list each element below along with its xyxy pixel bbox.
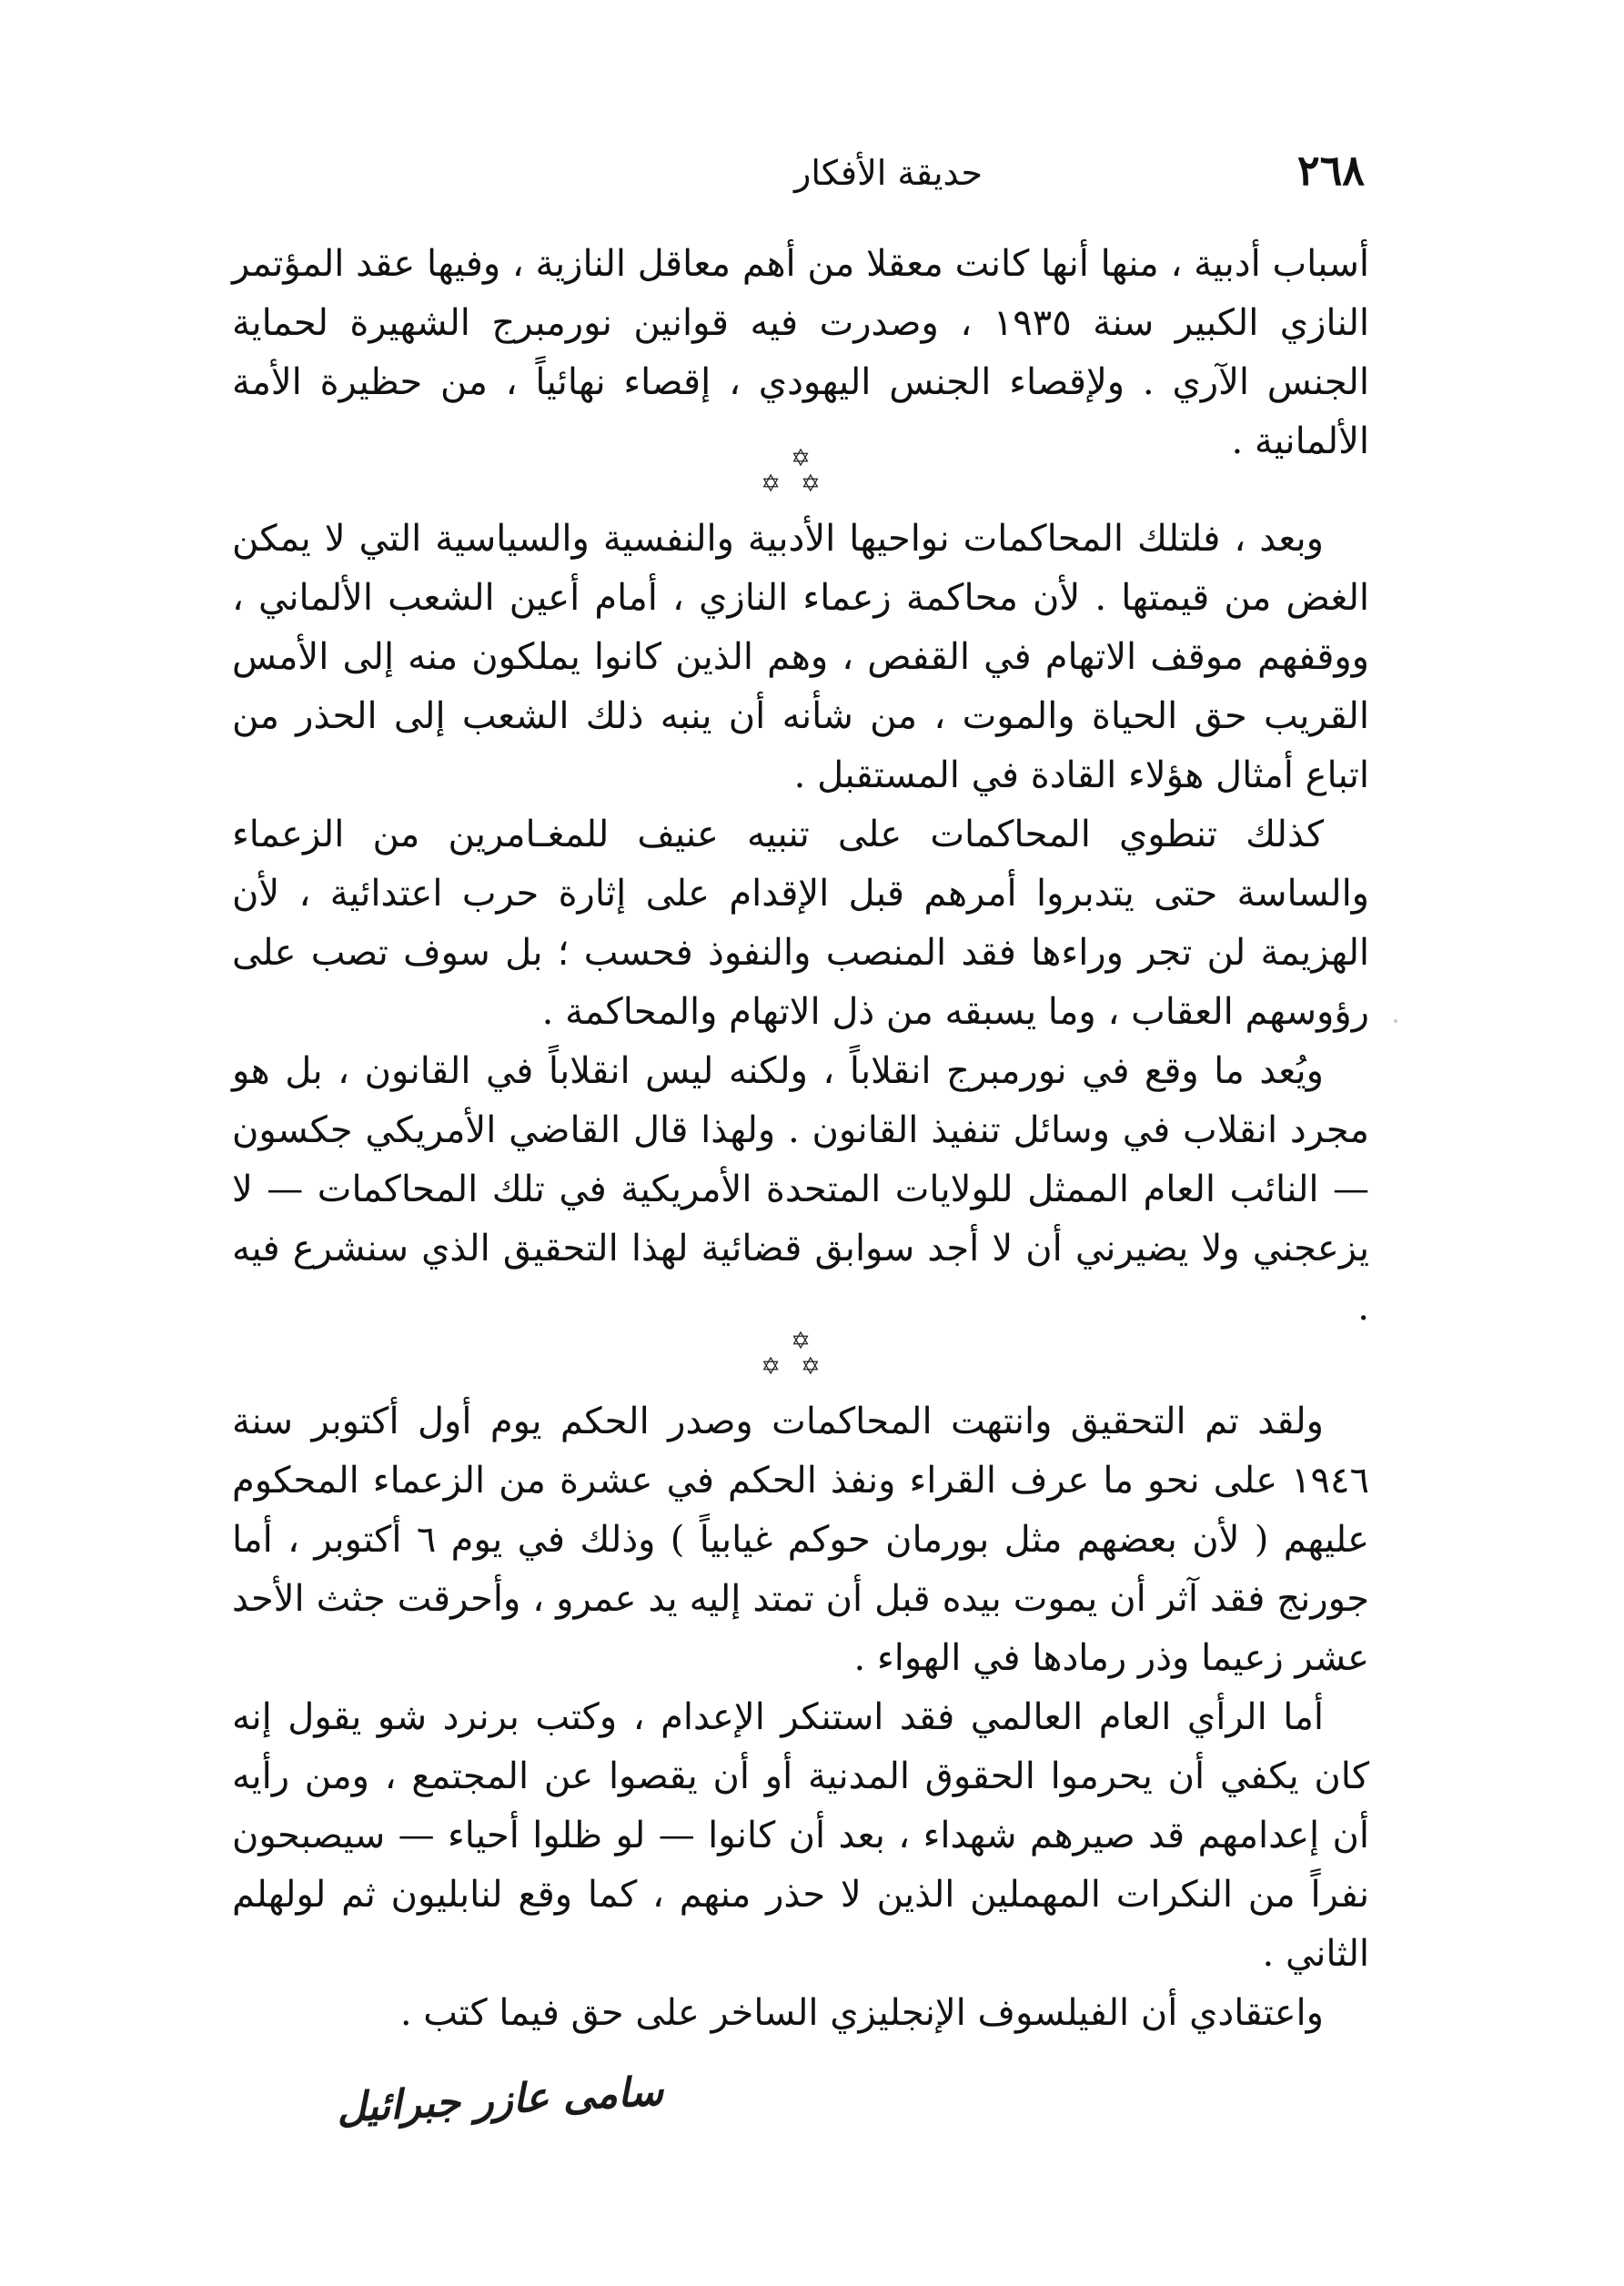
paragraph: أما الرأي العام العالمي فقد استنكر الإعدام ، وكتب برنرد شو يقول إنه كان يكفي أن يحرموا الحقوق المدنية أو أن يقصوا عن المجتمع ، ومن رأيه أن إعدامهم قد صيرهم شهداء ، بعد أن كانوا — لو ظلوا أحياء — سيصبحون نفراً من النكرات المهملين الذين لا حذر منهم ، كما وقع لنابليون ثم لولهلم الثاني . bbox=[232, 1696, 1369, 1975]
paragraph: أسباب أدبية ، منها أنها كانت معقلا من أهم معاقل النازية ، وفيها عقد المؤتمر النازي الكبير سنة ١٩٣٥ ، وصدرت فيه قوانين نورمبرج الشهيرة لحماية الجنس الآري . ولإقصاء الجنس اليهودي ، إقصاء نهائياً ، من حظيرة الأمة الألمانية . bbox=[232, 243, 1369, 462]
paragraph: ولقد تم التحقيق وانتهت المحاكمات وصدر الحكم يوم أول أكتوبر سنة ١٩٤٦ على نحو ما عرف القراء ونفذ الحكم في عشرة من الزعماء المحكوم عليهم ( لأن بعضهم مثل بورمان حوكم غيابياً ) وذلك في يوم ٦ أكتوبر ، أما جورنج فقد آثر أن يموت بيده قبل أن تمتد إليه يد عمرو ، وأحرقت جثث الأحد عشر زعيما وذر رمادها في الهواء . bbox=[232, 1401, 1370, 1679]
running-title: حديقة الأفكار bbox=[794, 153, 983, 193]
page-number: ٢٦٨ bbox=[1296, 146, 1365, 195]
paragraph: كذلك تنطوي المحاكمات على تنبيه عنيف للمغـامرين من الزعماء والساسة حتى يتدبروا أمرهم قبل الإقدام على إثارة حرب اعتدائية ، لأن الهزيمة لن تجر وراءها فقد المنصب والنفوذ فحسب ؛ بل سوف تصب على رؤوسهم العقاب ، وما يسبقه من ذل الاتهام والمحاكمة . bbox=[232, 814, 1369, 1033]
page-header bbox=[237, 146, 1365, 209]
paragraph: ويُعد ما وقع في نورمبرج انقلاباً ، ولكنه ليس انقلاباً في القانون ، بل هو مجرد انقلاب في وسائل تنفيذ القانون . ولهذا قال القاضي الأمريكي جكسون — النائب العام الممثل للولايات المتحدة الأمريكية في تلك المحاكمات — لا يزعجني ولا يضيرني أن لا أجد سوابق قضائية لهذا التحقيق الذي سنشرع فيه . bbox=[232, 1050, 1369, 1329]
scan-speck bbox=[1394, 1019, 1397, 1023]
section-separator bbox=[728, 446, 873, 497]
star-ornament-icon: ✡ bbox=[791, 445, 811, 472]
paragraph: وبعد ، فلتلك المحاكمات نواحيها الأدبية والنفسية والسياسية التي لا يمكن الغض من قيمتها . لأن محاكمة زعماء النازي ، أمام أعين الشعب الألماني ، ووقفهم موقف الاتهام في القفص ، وهم الذين كانوا يملكون منه إلى الأمس القريب حق الحياة والموت ، من شأنه أن ينبه ذلك الشعب إلى الحذر من اتباع أمثال هؤلاء القادة في المستقبل . bbox=[232, 518, 1369, 796]
section-3 bbox=[232, 1392, 1369, 2043]
star-ornament-icon: ✡✡ bbox=[761, 470, 841, 498]
star-ornament-icon: ✡✡ bbox=[761, 1353, 841, 1381]
section-1 bbox=[232, 235, 1369, 471]
section-2 bbox=[232, 510, 1369, 1338]
section-separator bbox=[728, 1329, 873, 1380]
author-signature: سامى عازر جبرائيل bbox=[335, 2068, 665, 2132]
star-ornament-icon: ✡ bbox=[791, 1328, 811, 1355]
paragraph: واعتقادي أن الفيلسوف الإنجليزي الساخر على حق فيما كتب . bbox=[399, 1992, 1324, 2034]
